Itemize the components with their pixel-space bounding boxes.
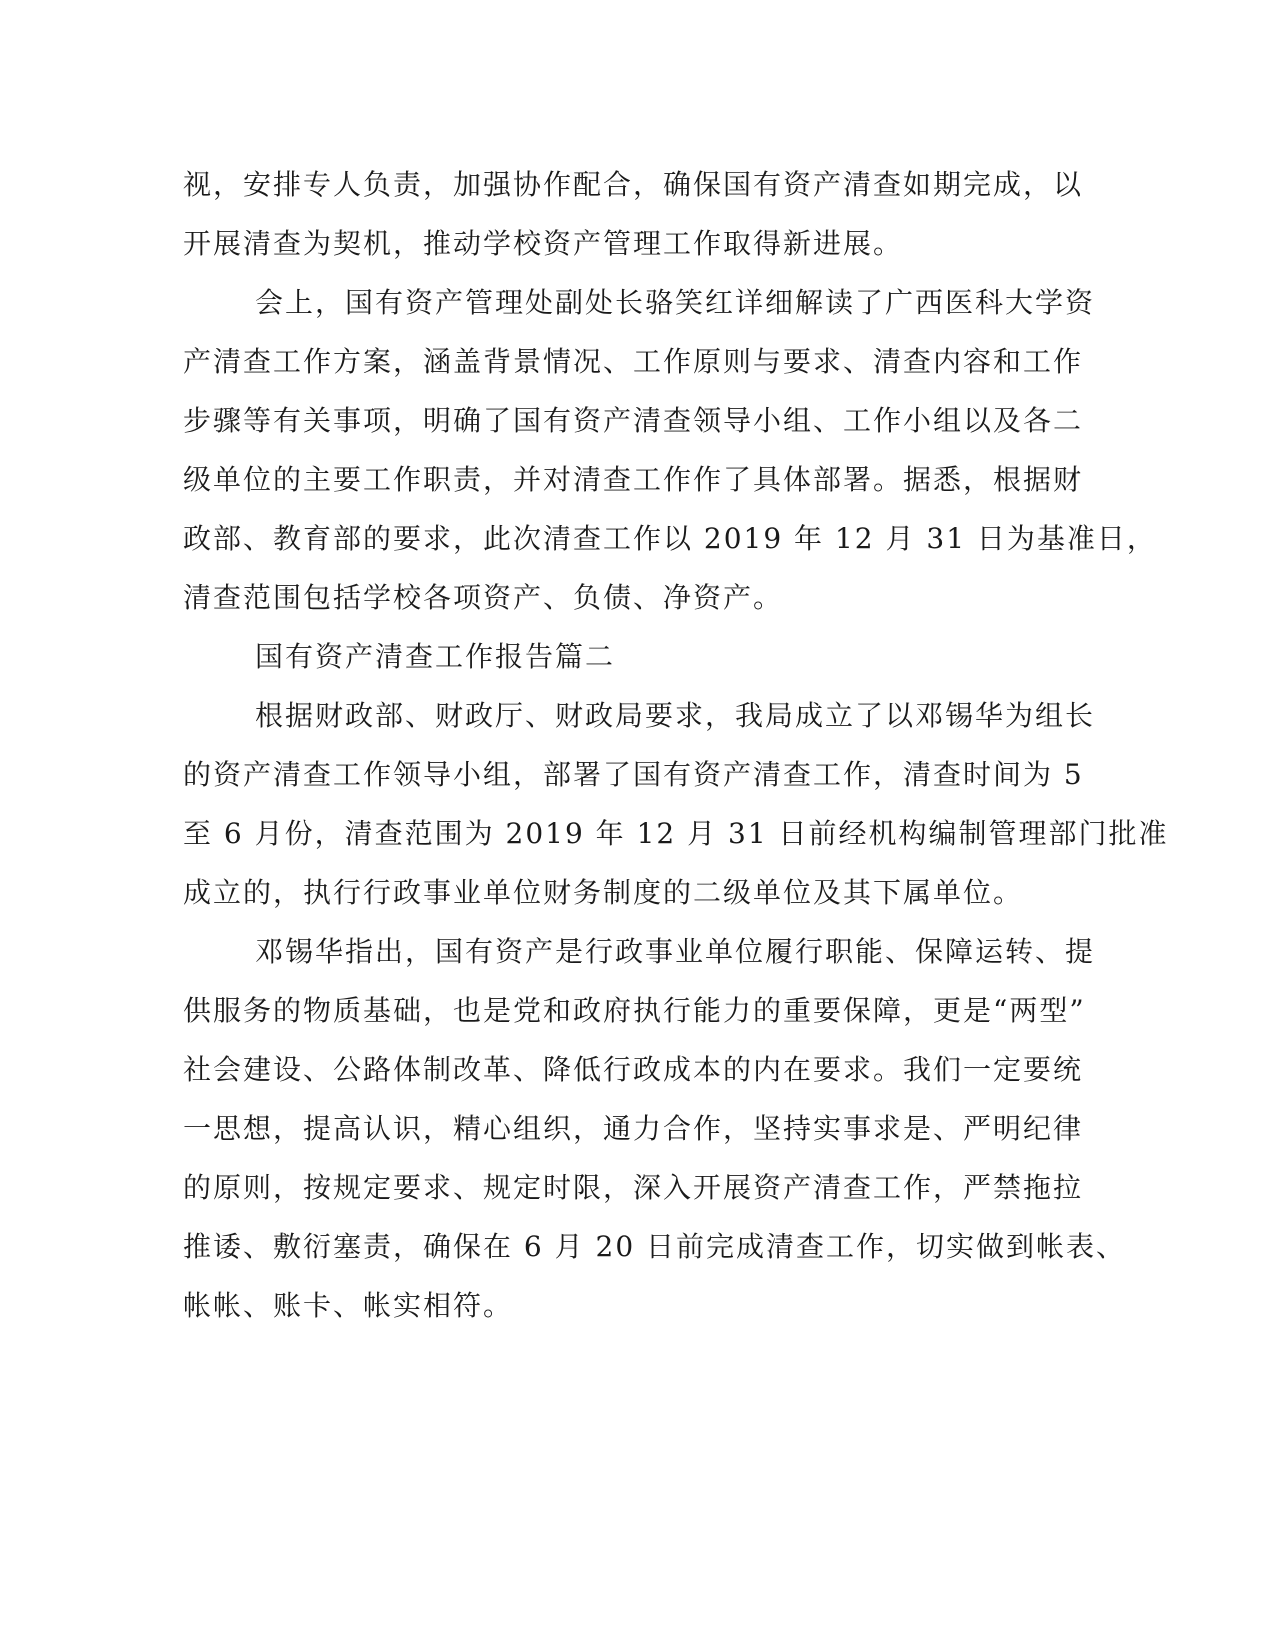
text-line: 根据财政部、财政厅、财政局要求，我局成立了以邓锡华为组长 bbox=[255, 699, 1096, 732]
text-line: 清查范围包括学校各项资产、负债、净资产。 bbox=[183, 581, 784, 614]
heading-line: 国有资产清查工作报告篇二 bbox=[255, 640, 616, 673]
text-line: 政部、教育部的要求，此次清查工作以 2019 年 12 月 31 日为基准日， bbox=[183, 522, 1157, 555]
text-line: 社会建设、公路体制改革、降低行政成本的内在要求。我们一定要统 bbox=[183, 1053, 1084, 1086]
paragraph-bureau bbox=[183, 686, 1169, 922]
text-line: 的原则，按规定要求、规定时限，深入开展资产清查工作，严禁拖拉 bbox=[183, 1171, 1084, 1204]
text-line: 产清查工作方案，涵盖背景情况、工作原则与要求、清查内容和工作 bbox=[183, 345, 1084, 378]
section-heading bbox=[183, 627, 1033, 686]
text-line: 的资产清查工作领导小组，部署了国有资产清查工作，清查时间为 5 bbox=[183, 758, 1084, 791]
text-line: 邓锡华指出，国有资产是行政事业单位履行职能、保障运转、提 bbox=[255, 935, 1096, 968]
text-line: 开展清查为契机，推动学校资产管理工作取得新进展。 bbox=[183, 227, 904, 260]
paragraph-meeting bbox=[183, 273, 1157, 627]
text-line: 级单位的主要工作职责，并对清查工作作了具体部署。据悉，根据财 bbox=[183, 463, 1084, 496]
paragraph-remarks bbox=[183, 922, 1127, 1335]
text-line: 帐帐、账卡、帐实相符。 bbox=[183, 1289, 514, 1322]
document-body bbox=[183, 155, 1169, 1335]
text-line: 一思想，提高认识，精心组织，通力合作，坚持实事求是、严明纪律 bbox=[183, 1112, 1084, 1145]
text-line: 推诿、敷衍塞责，确保在 6 月 20 日前完成清查工作，切实做到帐表、 bbox=[183, 1230, 1127, 1263]
text-line: 成立的，执行行政事业单位财务制度的二级单位及其下属单位。 bbox=[183, 876, 1024, 909]
text-line: 至 6 月份，清查范围为 2019 年 12 月 31 日前经机构编制管理部门批准 bbox=[183, 817, 1169, 850]
paragraph-continuation bbox=[183, 155, 1084, 273]
text-line: 会上，国有资产管理处副处长骆笑红详细解读了广西医科大学资 bbox=[255, 286, 1096, 319]
text-line: 供服务的物质基础，也是党和政府执行能力的重要保障，更是“两型” bbox=[183, 994, 1086, 1027]
text-line: 视，安排专人负责，加强协作配合，确保国有资产清查如期完成，以 bbox=[183, 168, 1084, 201]
text-line: 步骤等有关事项，明确了国有资产清查领导小组、工作小组以及各二 bbox=[183, 404, 1084, 437]
